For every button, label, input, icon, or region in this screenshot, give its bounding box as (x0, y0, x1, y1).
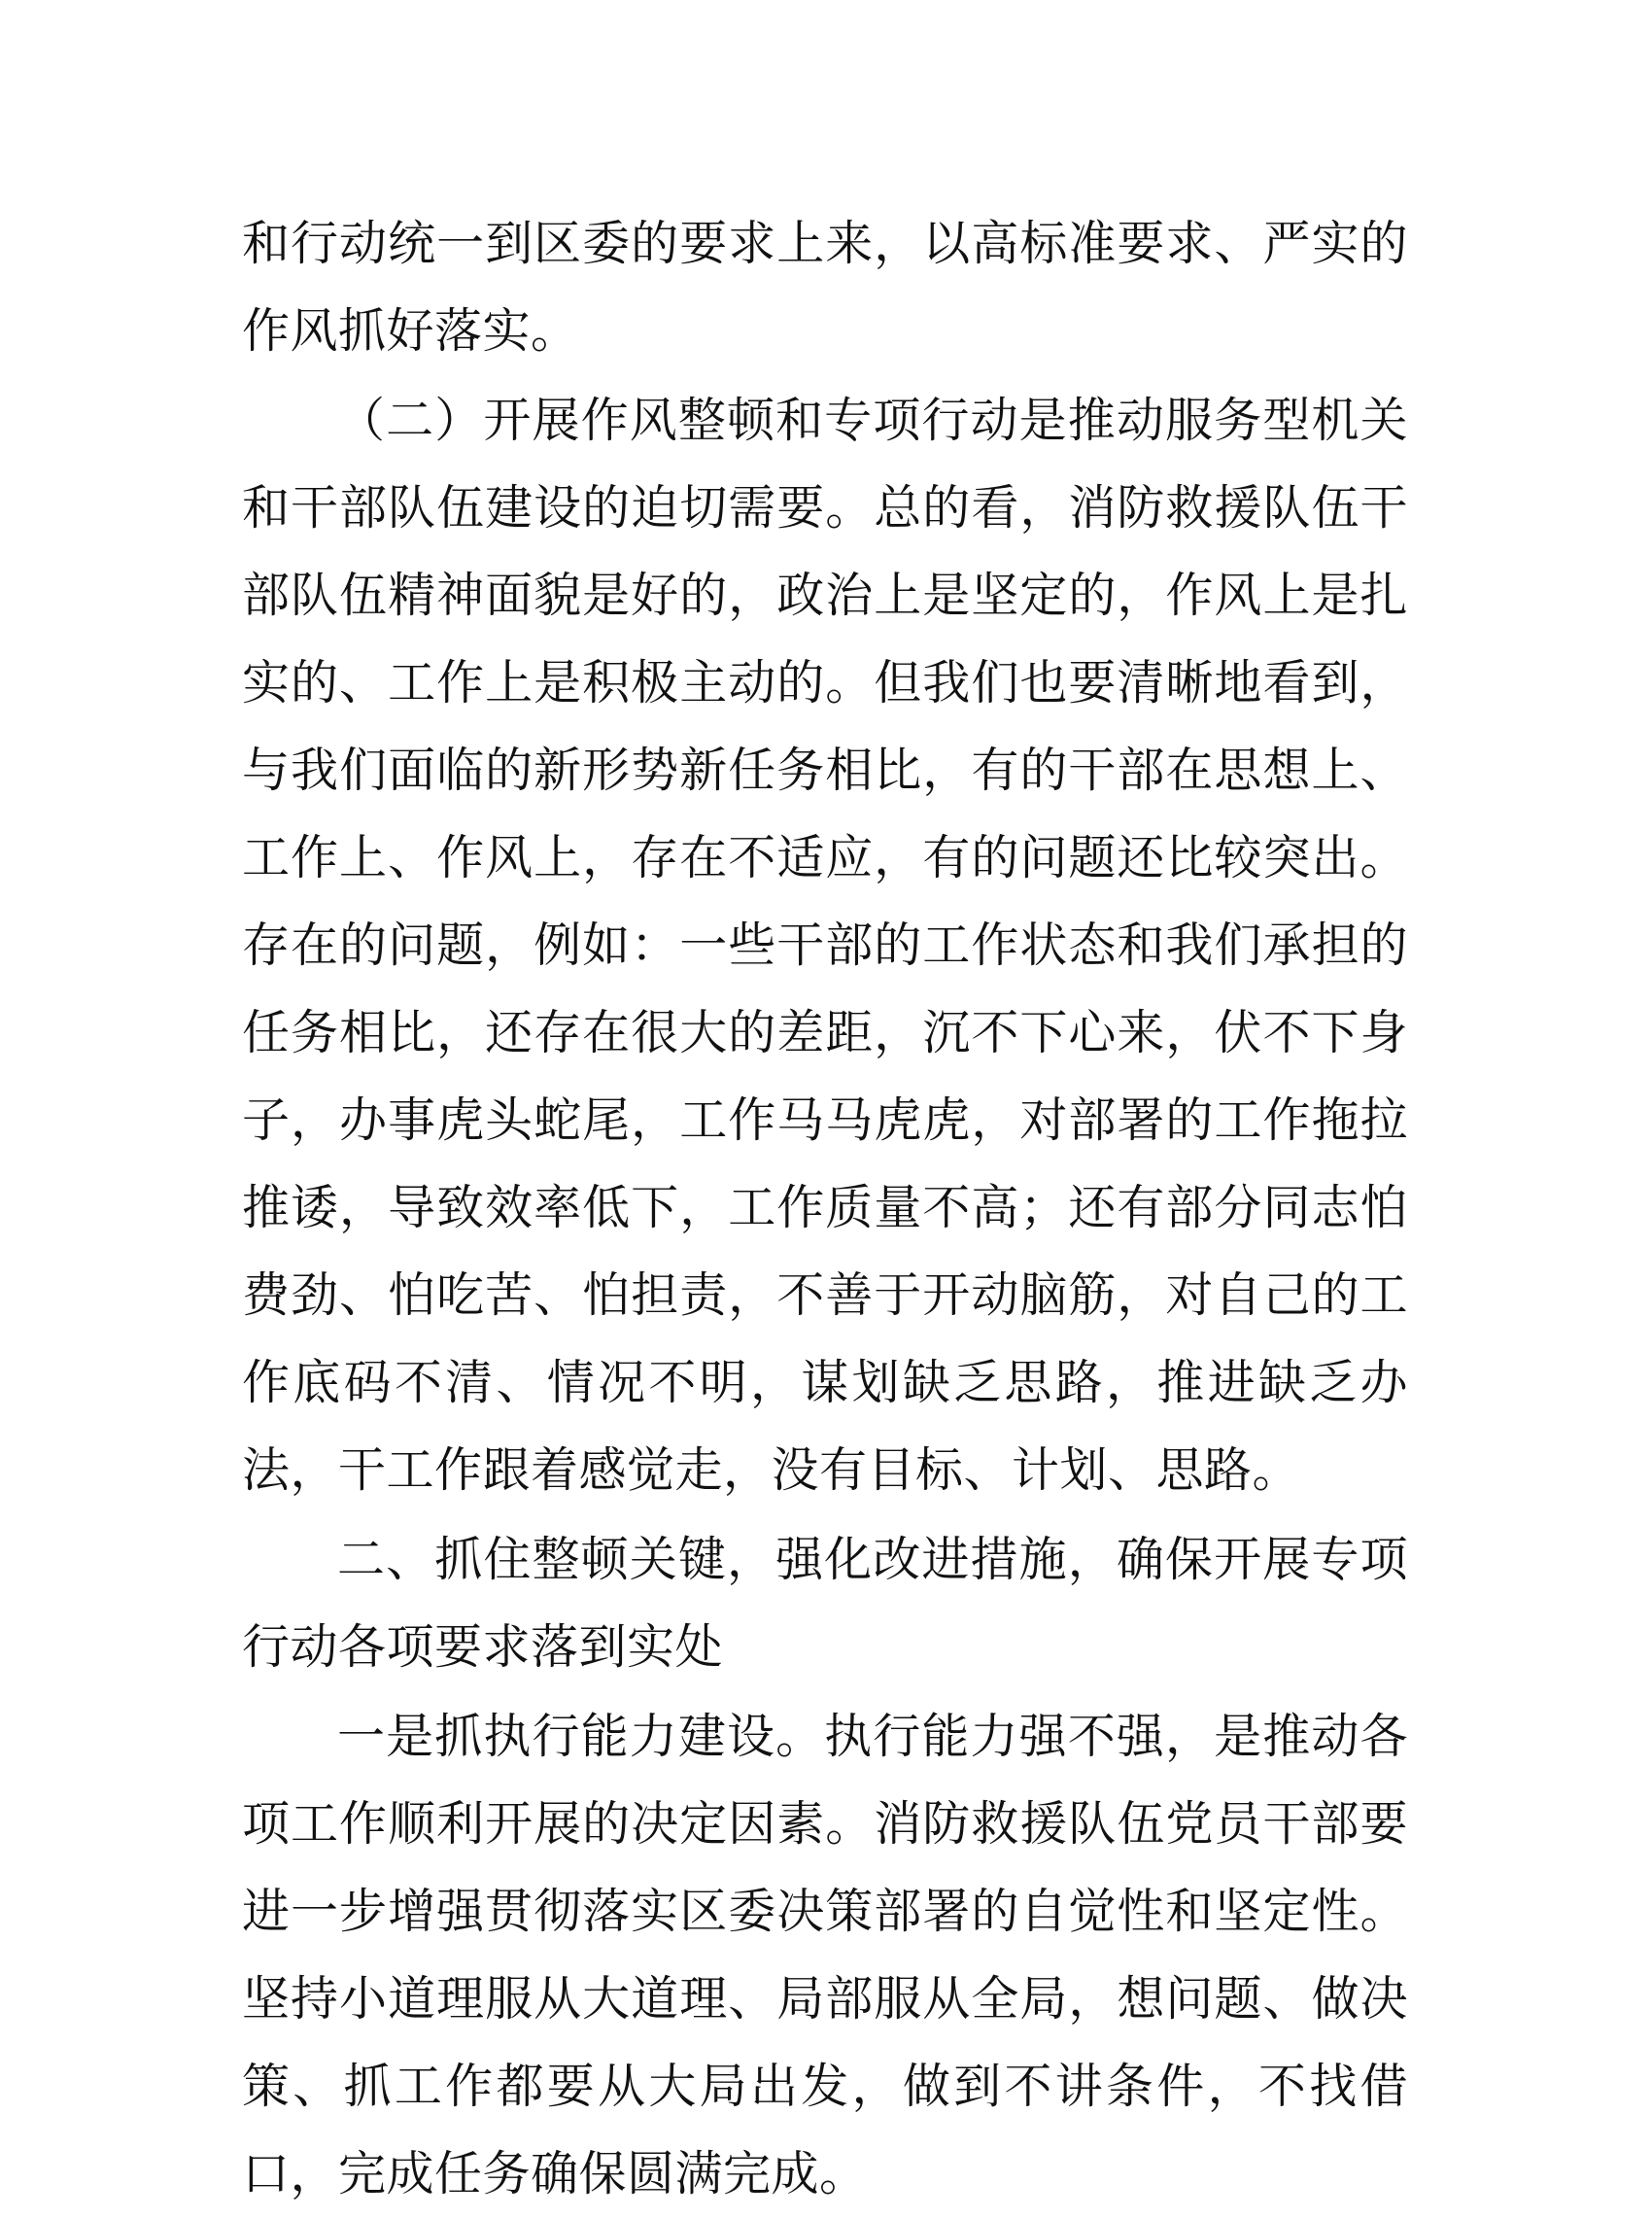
paragraph-section-two-sub: （二）开展作风整顿和专项行动是推动服务型机关和干部队伍建设的迫切需要。总的看，消防救援队伍干部队伍精神面貌是好的，政治上是坚定的，作风上是扎实的、工作上是积极主动的。但我们也要清晰地看到，与我们面临的新形势新任务相比，有的干部在思想上、工作上、作风上，存在不适应，有的问题还比较突出。存在的问题，例如：一些干部的工作状态和我们承担的任务相比，还存在很大的差距，沉不下心来，伏不下身子，办事虎头蛇尾，工作马马虎虎，对部署的工作拖拉推诿，导致效率低下，工作质量不高；还有部分同志怕费劲、怕吃苦、怕担责，不善于开动脑筋，对自己的工作底码不清、情况不明，谋划缺乏思路，推进缺乏办法，干工作跟着感觉走，没有目标、计划、思路。 (242, 393, 1408, 1498)
paragraph-execution-capacity: 一是抓执行能力建设。执行能力强不强，是推动各项工作顺利开展的决定因素。消防救援队伍党员干部要进一步增强贯彻落实区委决策部署的自觉性和坚定性。坚持小道理服从大道理、局部服从全局，想问题、做决策、抓工作都要从大局出发，做到不讲条件，不找借口，完成任务确保圆满完成。 (242, 1709, 1408, 2201)
document-body (242, 200, 1408, 2218)
heading-section-two: 二、抓住整顿关键，强化改进措施，确保开展专项行动各项要求落到实处 (242, 1532, 1408, 1675)
paragraph-continuation: 和行动统一到区委的要求上来，以高标准要求、严实的作风抓好落实。 (242, 216, 1408, 359)
